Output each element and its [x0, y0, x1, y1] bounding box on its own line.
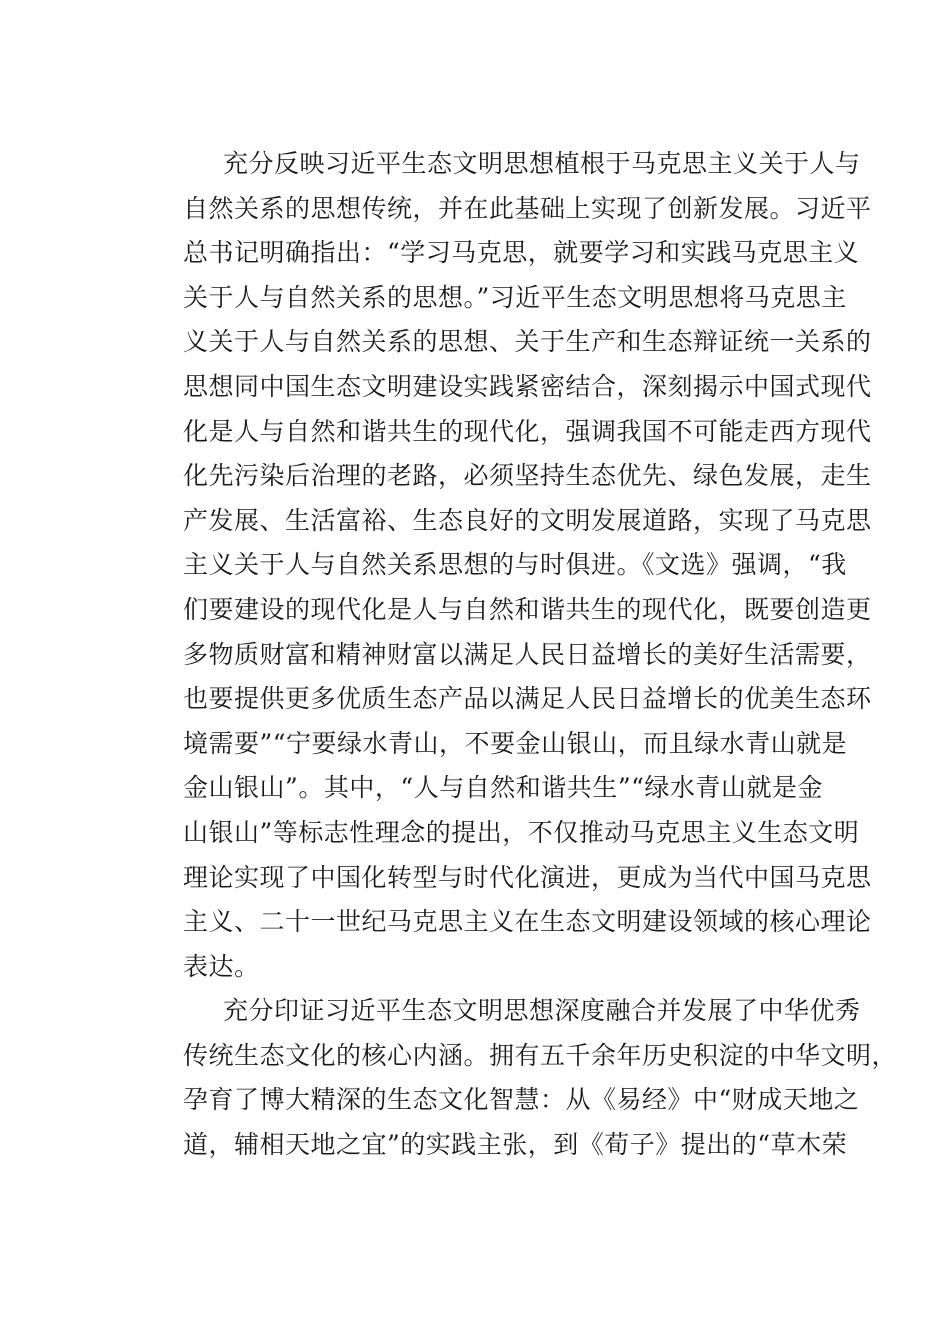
text-line: 多物质财富和精神财富以满足人民日益增长的美好生活需要， [183, 639, 872, 669]
text-line: 孕育了博大精深的生态文化智慧：从《易经》中“财成天地之 [183, 1085, 860, 1115]
text-line: 总书记明确指出：“学习马克思，就要学习和实践马克思主义 [183, 238, 860, 268]
text-line: 也要提供更多优质生态产品以满足人民日益增长的优美生态环 [183, 684, 872, 714]
text-line: 理论实现了中国化转型与时代化演进，更成为当代中国马克思 [183, 862, 872, 892]
text-line: 们要建设的现代化是人与自然和谐共生的现代化，既要创造更 [183, 594, 872, 624]
text-line: 主义关于人与自然关系思想的与时俱进。《文选》强调，“我 [183, 550, 847, 580]
text-line: 自然关系的思想传统，并在此基础上实现了创新发展。习近平 [183, 193, 872, 223]
text-line: 金山银山”。其中，“人与自然和谐共生”“绿水青山就是金 [183, 773, 823, 803]
text-line: 传统生态文化的核心内涵。拥有五千余年历史积淀的中华文明， [183, 1040, 898, 1070]
text-line: 义关于人与自然关系的思想、关于生产和生态辩证统一关系的 [183, 327, 872, 357]
text-line: 境需要”“宁要绿水青山，不要金山银山，而且绿水青山就是 [183, 728, 848, 758]
text-line: 主义、二十一世纪马克思主义在生态文明建设领域的核心理论 [183, 907, 872, 937]
text-line: 山银山”等标志性理念的提出，不仅推动马克思主义生态文明 [183, 817, 860, 847]
body-text [133, 142, 898, 1168]
text-line: 思想同中国生态文明建设实践紧密结合，深刻揭示中国式现代 [183, 371, 872, 401]
text-line: 充分印证习近平生态文明思想深度融合并发展了中华优秀 [223, 996, 861, 1026]
paragraph-1 [133, 142, 872, 989]
text-line: 化是人与自然和谐共生的现代化，强调我国不可能走西方现代 [183, 416, 872, 446]
paragraph-2 [133, 989, 898, 1167]
text-line: 关于人与自然关系的思想。”习近平生态文明思想将马克思主 [183, 282, 847, 312]
text-line: 充分反映习近平生态文明思想植根于马克思主义关于人与 [223, 149, 861, 178]
text-line: 产发展、生活富裕、生态良好的文明发展道路，实现了马克思 [183, 505, 872, 535]
text-line: 表达。 [183, 951, 260, 981]
text-line: 化先污染后治理的老路，必须坚持生态优先、绿色发展，走生 [183, 461, 872, 491]
text-line: 道，辅相天地之宜”的实践主张，到《荀子》提出的“草木荣 [183, 1130, 848, 1160]
